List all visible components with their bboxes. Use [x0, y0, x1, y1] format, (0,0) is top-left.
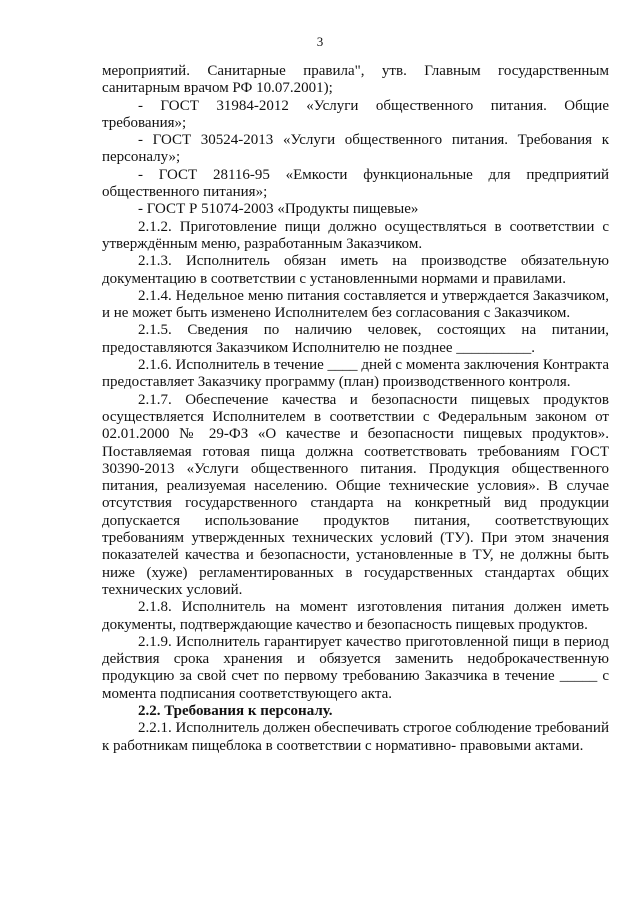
paragraph: 2.1.6. Исполнитель в течение ____ дней с момента заключения Контракта предоставляет Заказчику программу (план) производственного контроля. — [102, 357, 609, 391]
paragraph: 2.2.1. Исполнитель должен обеспечивать строгое соблюдение требований к работникам пищеблока в соответствии с нормативно- правовыми актами. — [102, 720, 609, 754]
paragraph: 2.1.4. Недельное меню питания составляется и утверждается Заказчиком, и не может быть изменено Исполнителем без согласования с Заказчиком. — [102, 287, 609, 322]
paragraph: мероприятий. Санитарные правила", утв. Главным государственным санитарным врачом РФ 10.07.2001); — [102, 63, 609, 97]
paragraph: - ГОСТ Р 51074-2003 «Продукты пищевые» — [138, 201, 419, 218]
paragraph: 2.1.5. Сведения по наличию человек, состоящих на питании, предоставляются Заказчиком Исполнителю не позднее __________. — [102, 322, 609, 356]
paragraph: 2.1.2. Приготовление пищи должно осуществляться в соответствии с утверждённым меню, разработанным Заказчиком. — [102, 218, 609, 252]
paragraph: 2.1.9. Исполнитель гарантирует качество приготовленной пищи в период действия срока хранения и обязуется заменить недоброкачественную продукцию за свой счет по первому требованию Заказчика в течение _____ с момента подписания соответствующего акта. — [102, 633, 609, 702]
paragraph: 2.1.3. Исполнитель обязан иметь на производстве обязательную документацию в соответствии с установленными нормами и правилами. — [102, 253, 609, 287]
paragraph: 2.1.8. Исполнитель на момент изготовления питания должен иметь документы, подтверждающие качество и безопасность пищевых продуктов. — [102, 599, 609, 633]
paragraph: - ГОСТ 30524-2013 «Услуги общественного питания. Требования к персоналу»; — [102, 132, 609, 166]
paragraph: - ГОСТ 31984-2012 «Услуги общественного питания. Общие требования»; — [102, 97, 609, 131]
paragraph: - ГОСТ 28116-95 «Емкости функциональные для предприятий общественного питания»; — [102, 166, 609, 201]
section-heading: 2.2. Требования к персоналу. — [138, 702, 333, 719]
paragraph: 2.1.7. Обеспечение качества и безопасности пищевых продуктов осуществляется Исполнителем в соответствии с Федеральным законом от 02.01.2000 № 29-ФЗ «О качестве и безопасности пищевых продуктов». Поставляемая готовая пища должна соответствовать требованиям ГОСТ 30390-2013 «Услуги общественного питания. Продукция общественного питания, реализуемая населению. Общие технические условия». В случае отсутствия государственного стандарта на конкретный вид продукции допускается использование продуктов питания, соответствующих требованиям утвержденных технических условий (ТУ). При этом значения показателей качества и безопасности, установленные в ТУ, не должны быть ниже (хуже) регламентированных в государственных стандартах общих технических условий. — [102, 391, 609, 598]
page-number: 3 — [316, 34, 324, 49]
document-body — [102, 63, 609, 755]
